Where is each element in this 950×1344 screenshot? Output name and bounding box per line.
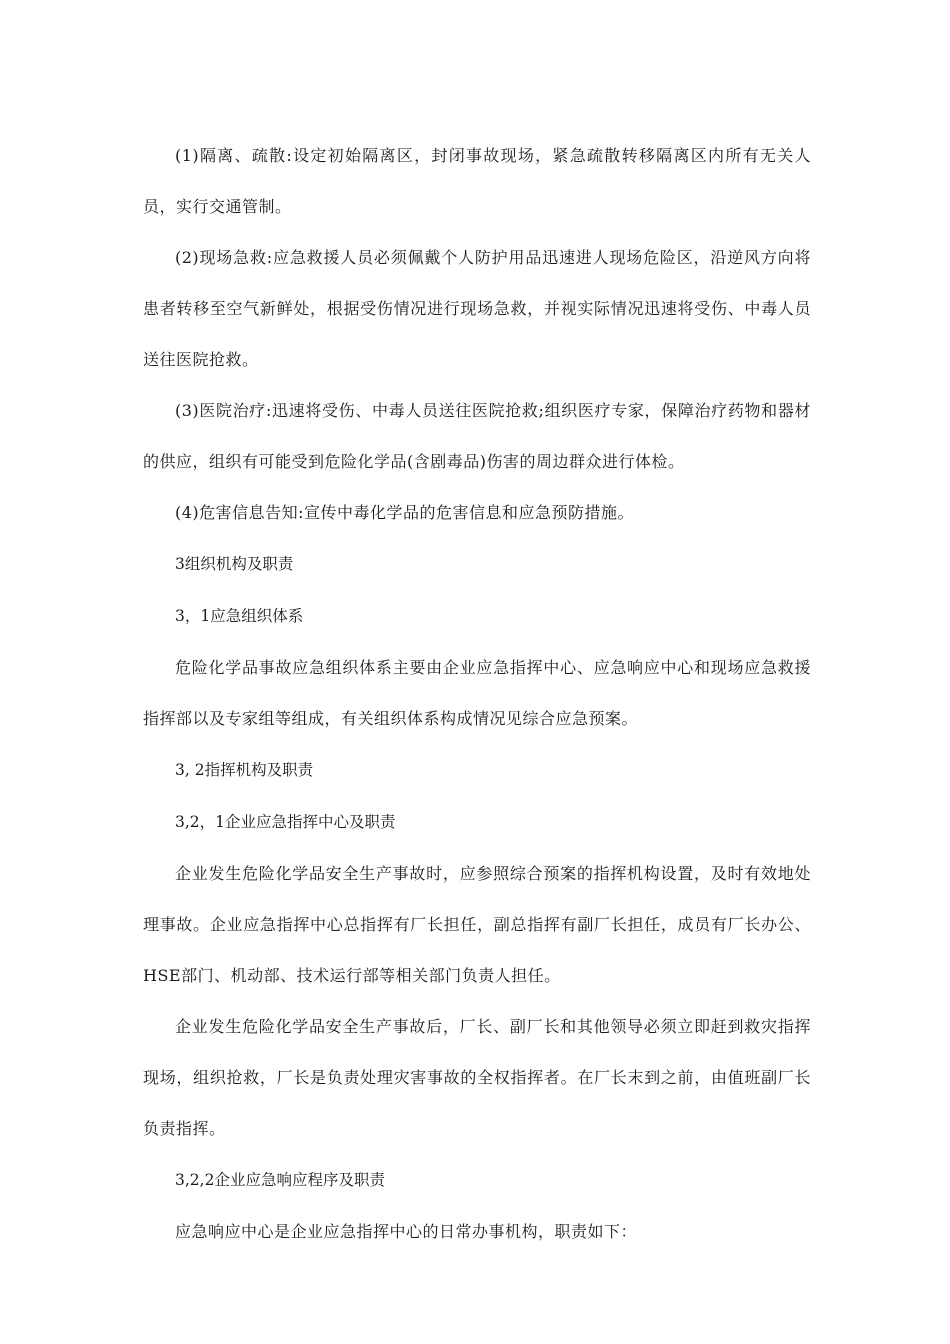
paragraph-onsite-first-aid: (2)现场急救:应急救援人员必须佩戴个人防护用品迅速进人现场危险区，沿逆风方向将患者转移至空气新鲜处，根据受伤情况进行现场急救，并视实际情况迅速将受伤、中毒人员送往医院抢救。 <box>143 248 811 369</box>
subsection-heading-emergency-system: 3，1应急组织体系 <box>175 607 304 625</box>
subsection-heading-command-structure: 3, 2指挥机构及职责 <box>175 761 314 779</box>
document-body <box>143 130 811 1257</box>
subsection-heading-response-procedure: 3,2,2企业应急响应程序及职责 <box>175 1171 385 1189</box>
section-heading-organization: 3组织机构及职责 <box>175 555 294 573</box>
subsection-heading-command-center: 3,2，1企业应急指挥中心及职责 <box>175 813 396 831</box>
paragraph-command-center-duties: 企业发生危险化学品安全生产事故时，应参照综合预案的指挥机构设置，及时有效地处理事故。企业应急指挥中心总指挥有厂长担任，副总指挥有副厂长担任，成员有厂长办公、HSE部门、机动部、技术运行部等相关部门负责人担任。 <box>143 864 811 985</box>
paragraph-isolation-evacuation: (1)隔离、疏散:设定初始隔离区，封闭事故现场，紧急疏散转移隔离区内所有无关人员，实行交通管制。 <box>143 146 811 216</box>
paragraph-response-center: 应急响应中心是企业应急指挥中心的日常办事机构，职责如下： <box>175 1222 638 1241</box>
paragraph-hazard-info-notice: (4)危害信息告知:宣传中毒化学品的危害信息和应急预防措施。 <box>175 503 635 522</box>
paragraph-command-on-site: 企业发生危险化学品安全生产事故后，厂长、副厂长和其他领导必须立即赶到救灾指挥现场，组织抢救，厂长是负责处理灾害事故的全权指挥者。在厂长末到之前，由值班副厂长负责指挥。 <box>143 1017 811 1138</box>
paragraph-emergency-system: 危险化学品事故应急组织体系主要由企业应急指挥中心、应急响应中心和现场应急救援指挥部以及专家组等组成，有关组织体系构成情况见综合应急预案。 <box>143 658 811 728</box>
paragraph-hospital-treatment: (3)医院治疗:迅速将受伤、中毒人员送往医院抢救;组织医疗专家，保障治疗药物和器材的供应，组织有可能受到危险化学品(含剧毒品)伤害的周边群众进行体检。 <box>143 401 811 471</box>
